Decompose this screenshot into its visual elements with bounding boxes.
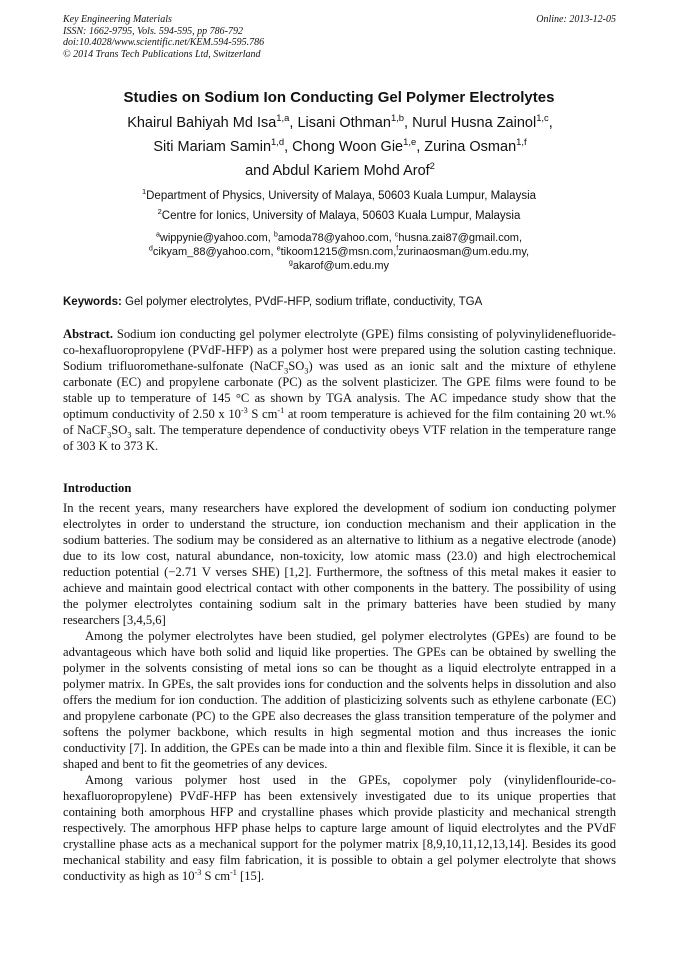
author-list	[40, 111, 640, 183]
section-heading-introduction: Introduction	[63, 481, 132, 495]
keywords-label: Keywords:	[63, 296, 122, 308]
author-sep: ,	[284, 139, 293, 155]
author-sep: ,	[548, 115, 553, 131]
introduction-body	[63, 500, 616, 884]
author-name: Siti Mariam Samin	[153, 139, 272, 155]
paragraph: Among the polymer electrolytes have been studied, gel polymer electrolytes (GPEs) are found to be advantageous which have both solid and liquid like properties. The GPEs can be obtained by swelling the polymer in the solvents consisting of metal ions so can be thought as a liquid electrolyte entrapped in a polymer matrix. In GPEs, the salt provides ions for conduction and the solvents helps in dissolution and also offers the medium for ion conduction. The addition of plasticizing solvents such as ethylene carbonate (EC) and propylene carbonate (PC) to the GPE also decreases the glass transition temperature of the polymer and softens the polymer backbone, which results in high segmental motion and thus increases the ionic conductivity [7]. In addition, the GPEs can be made into a thin and flexible film. Since it is flexible, it can be shaped and bent to fit the geometries of any devices.	[63, 629, 616, 771]
author-sup: 1,a	[276, 112, 290, 124]
abstract-text: salt. The temperature dependence of conductivity obeys VTF relation in the temperature range of 303 K to 373 K.	[63, 423, 616, 453]
author-sep: ,	[404, 115, 413, 131]
keywords	[63, 296, 618, 308]
email-sep: ,	[388, 232, 395, 244]
affiliation-2	[0, 207, 678, 222]
author-line-3	[40, 159, 640, 183]
abstract-text: Sodium ion conducting gel polymer electrolyte (GPE) films consisting of polyvinylidenefluoride-co-hexafluoropropylene (PVdF-HFP) as a polymer host were prepared using the solution casting technique. Sodium trifluoromethane-sulfonate (NaCF	[63, 327, 617, 373]
paragraph-text: S cm	[201, 869, 231, 883]
author-name: Lisani Othman	[297, 115, 391, 131]
abstract-label: Abstract.	[63, 327, 114, 341]
subscript: 3	[284, 366, 289, 376]
affiliation-sup: 2	[157, 207, 162, 217]
abstract	[63, 326, 616, 454]
superscript: -3	[240, 405, 248, 415]
copyright-line: © 2014 Trans Tech Publications Ltd, Switzerland	[63, 48, 261, 60]
author-sup: 1,b	[390, 112, 405, 124]
journal-header	[63, 14, 616, 60]
superscript: -1	[277, 405, 285, 415]
issn-line: ISSN: 1662-9795, Vols. 594-595, pp 786-792	[63, 25, 243, 37]
affiliation-text: Centre for Ionics, University of Malaya, 50603 Kuala Lumpur, Malaysia	[161, 210, 521, 222]
paper-title: Studies on Sodium Ion Conducting Gel Polymer Electrolytes	[123, 89, 555, 106]
author-name: Zurina Osman	[424, 139, 517, 155]
email-address: tikoom1215@msn.com	[280, 246, 394, 258]
email-sup: g	[288, 258, 293, 267]
email-sep: ,	[393, 246, 397, 258]
author-sup: 1,e	[403, 136, 417, 148]
paragraph: In the recent years, many researchers have explored the development of sodium ion conducting polymer electrolytes in order to understand the structure, ion conduction mechanism and their application in the sodium batteries. The sodium may be considered as an alternative to lithium as a negative electrode (anode) due to its low cost, natural abundance, non-toxicity, low atomic mass (23.0) and high electrochemical reduction potential (−2.71 V verses SHE) [1,2]. Furthermore, the softness of this metal makes it easier to achieve and maintain good electrical contact with other components in the battery. The possibility of using the polymer electrolytes containing sodium salt in the primary batteries have been studied by many researchers [3,4,5,6]	[63, 501, 616, 627]
author-sup: 2	[429, 160, 435, 172]
email-line-3	[60, 259, 618, 273]
email-address: wippynie@yahoo.com	[159, 232, 268, 244]
email-line-1	[60, 231, 618, 245]
author-sup: 1,f	[516, 136, 527, 148]
doi-line: doi:10.4028/www.scientific.net/KEM.594-595.786	[63, 37, 265, 48]
email-address: cikyam_88@yahoo.com	[152, 246, 271, 258]
email-sup: a	[155, 230, 160, 239]
superscript: -1	[230, 867, 237, 877]
email-sep: ,	[270, 246, 277, 258]
author-line-2	[40, 135, 640, 159]
email-address: husna.zai87@gmail.com	[398, 232, 519, 244]
email-sup: e	[276, 244, 281, 253]
email-sep: ,	[518, 232, 523, 244]
email-sup: c	[394, 230, 399, 239]
subscript: 3	[304, 366, 309, 376]
email-sep: ,	[526, 246, 530, 258]
abstract-text: at room temperature is achieved for the film containing 20 wt.% of NaCF	[63, 407, 616, 437]
affiliation-1	[0, 187, 678, 202]
subscript: 3	[107, 430, 112, 440]
online-date: Online: 2013-12-05	[536, 14, 616, 25]
author-name: Nurul Husna Zainol	[412, 115, 537, 131]
author-sup: 1,c	[536, 112, 549, 124]
paragraph-text: Among various polymer host used in the GPEs, copolymer poly (vinylidenflouride-co-hexafluoropropylene) PVdF-HFP has been extensively investigated due to its unique properties that containing both amorphous HFP and crystalline phases which provide plasticity and mechanical strength respectively. The amorphous HFP phase helps to capture large amount of liquid electrolytes and the PVdF crystalline phase acts as a mechanical support for the polymer matrix [8,9,10,11,12,13,14]. Besides its good mechanical stability and easy film fabrication, it is possible to obtain a gel polymer electrolyte that shows conductivity as high as 10	[63, 773, 616, 883]
email-sup: f	[396, 244, 399, 253]
affiliation-sup: 1	[141, 187, 147, 197]
author-name: Chong Woon Gie	[292, 139, 404, 155]
affiliation-text: Department of Physics, University of Malaya, 50603 Kuala Lumpur, Malaysia	[146, 190, 537, 202]
abstract-text: SO	[288, 359, 305, 373]
email-sep: ,	[267, 232, 274, 244]
paragraph	[63, 772, 616, 884]
paragraph-text: [15].	[236, 869, 265, 883]
abstract-text: S cm	[247, 407, 278, 421]
email-sup: b	[273, 230, 278, 239]
author-line-1	[40, 111, 640, 135]
email-sup: d	[148, 244, 153, 253]
email-list	[60, 231, 618, 273]
author-sep: ,	[416, 139, 425, 155]
superscript: -3	[194, 867, 202, 877]
email-address: amoda78@yahoo.com	[277, 232, 389, 244]
keywords-text: Gel polymer electrolytes, PVdF-HFP, sodium triflate, conductivity, TGA	[125, 296, 483, 308]
author-name: Khairul Bahiyah Md Isa	[127, 115, 277, 131]
author-sep: ,	[289, 115, 298, 131]
author-sup: 1,d	[271, 136, 285, 148]
email-address: akarof@um.edu.my	[292, 260, 390, 272]
email-line-2	[60, 245, 618, 259]
email-address: zurinaosman@um.edu.my	[398, 246, 527, 258]
journal-name: Key Engineering Materials	[63, 14, 172, 25]
author-name: and Abdul Kariem Mohd Arof	[245, 163, 430, 179]
abstract-text: SO	[111, 423, 128, 437]
abstract-text: ) was used as an ionic salt and the mixture of ethylene carbonate (EC) and propylene carbonate (PC) as the solvent plasticizer. The GPE films were found to be stable up to temperature of 145 °C as shown by TGA analysis. The AC impedance study show that the optimum conductivity of 2.50 x 10	[63, 359, 616, 421]
subscript: 3	[127, 430, 132, 440]
